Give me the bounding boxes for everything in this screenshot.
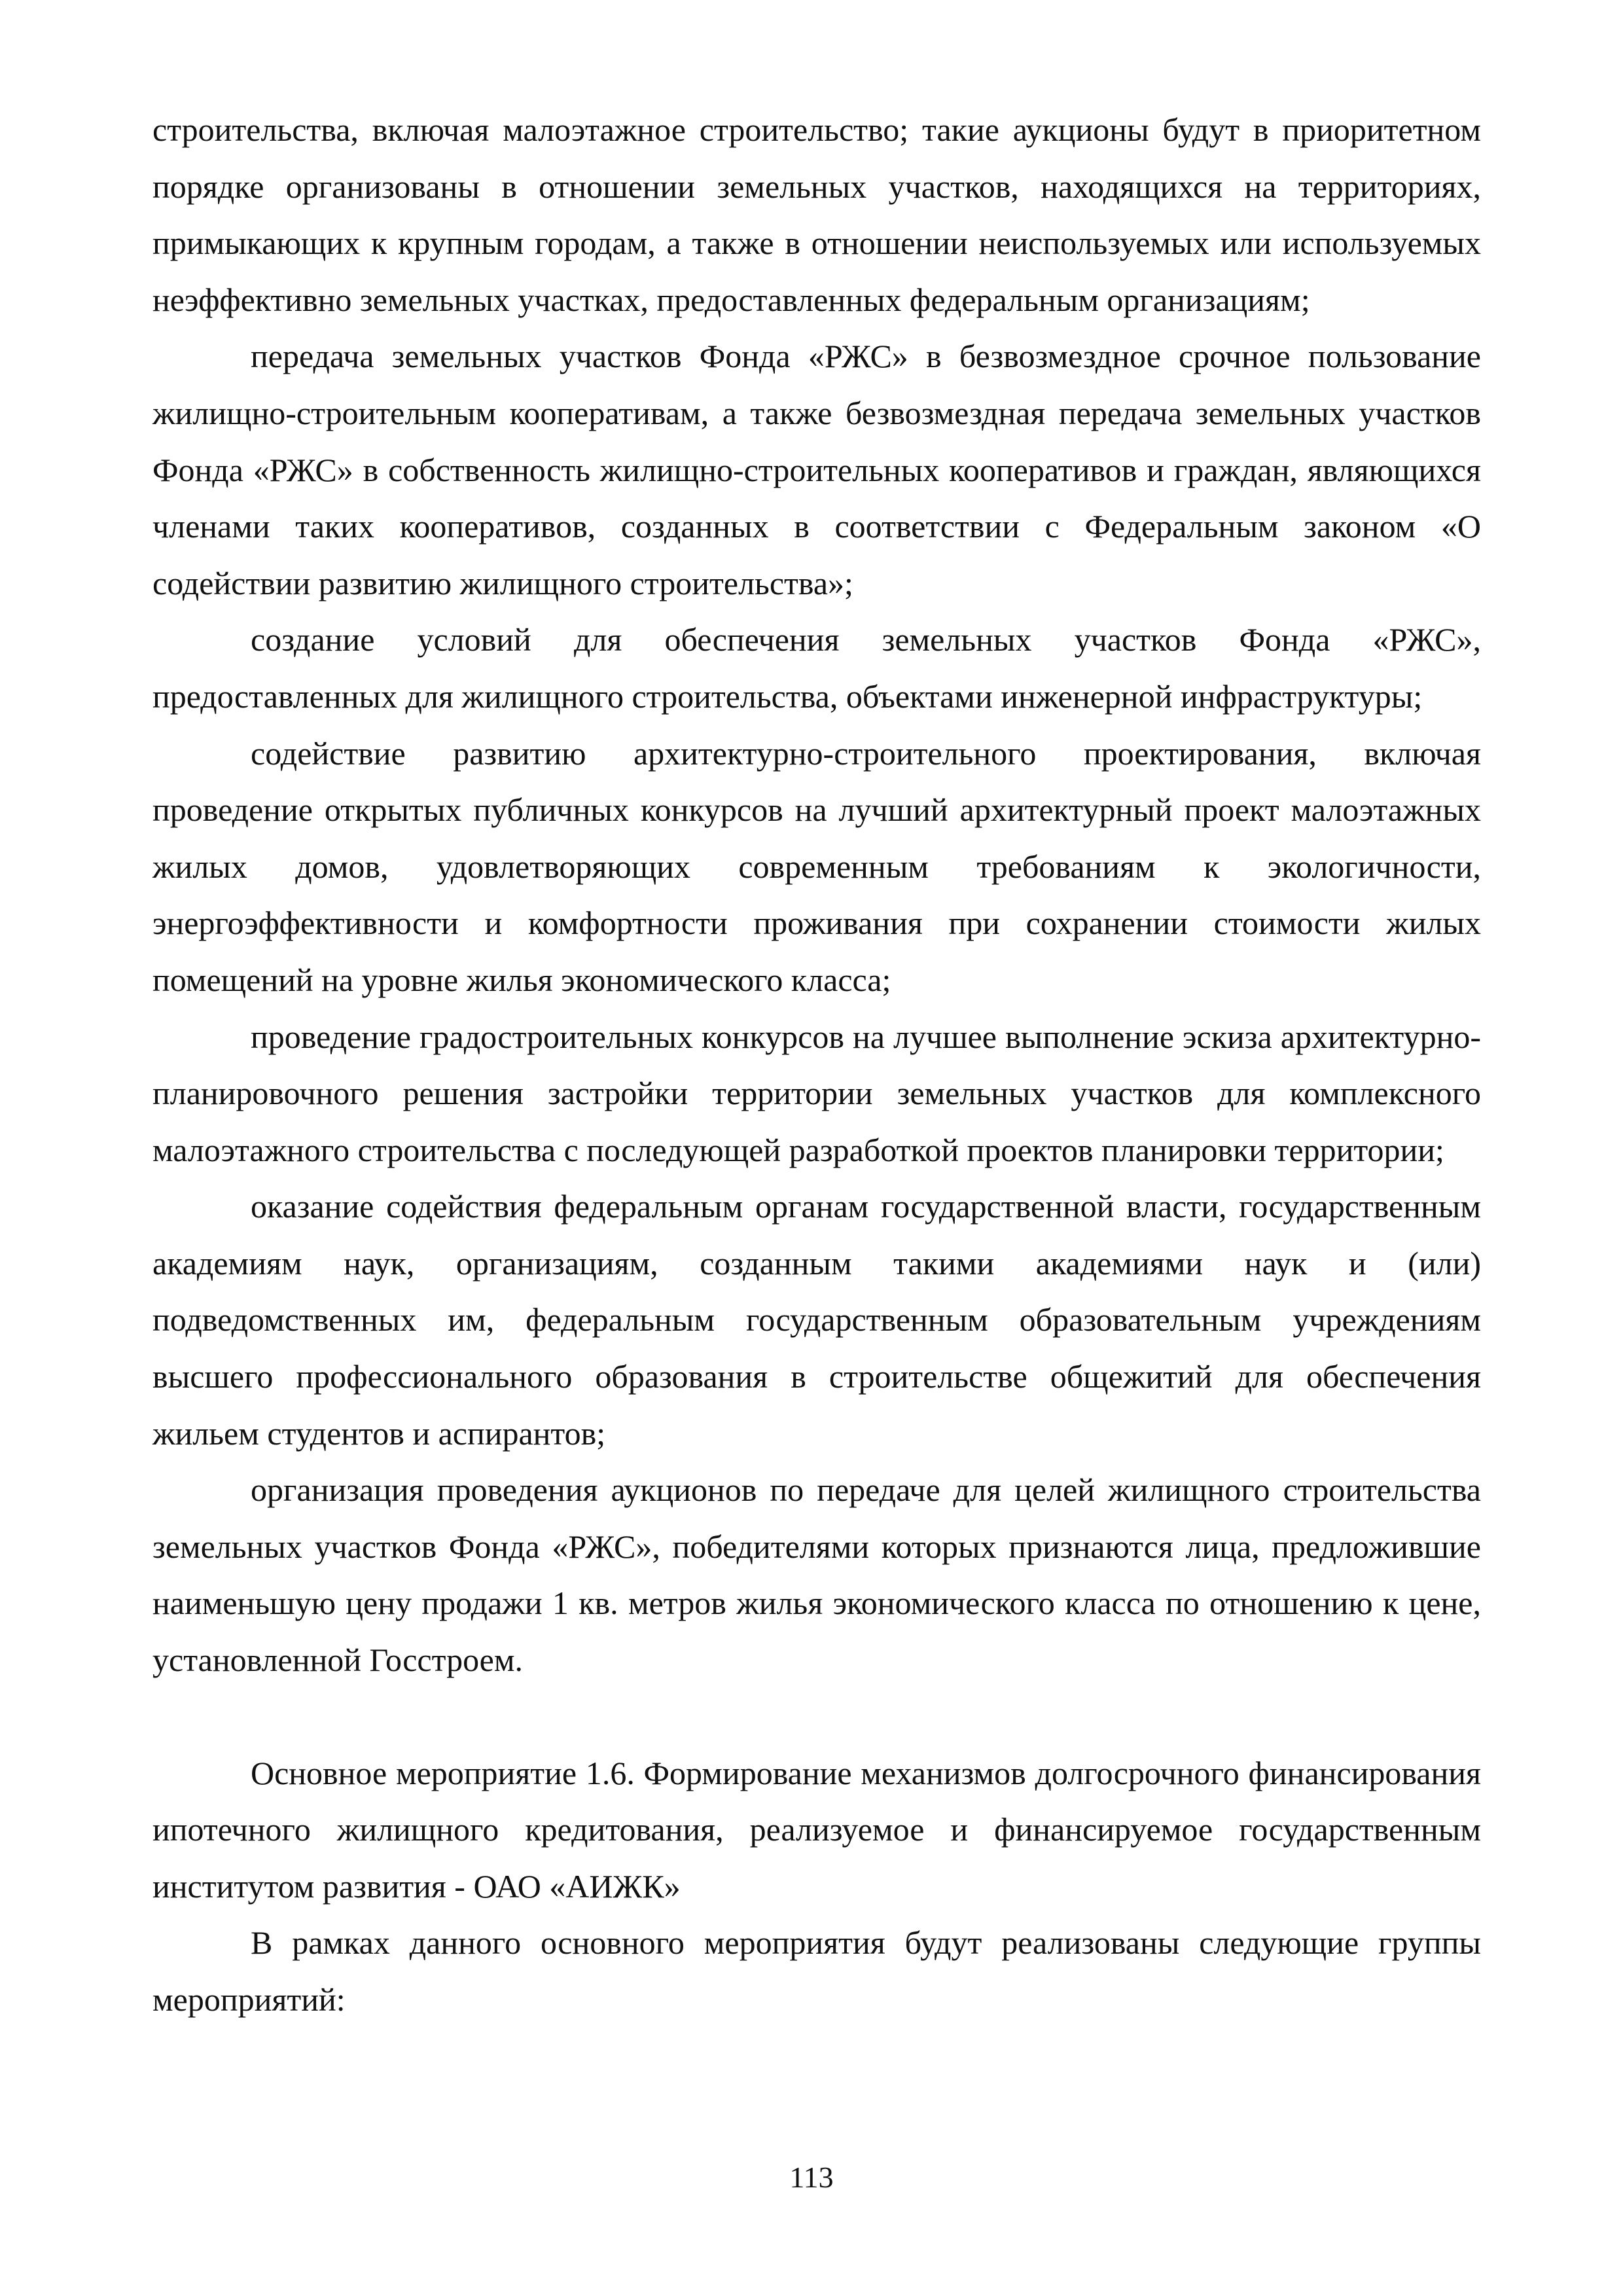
paragraph-land-transfer: передача земельных участков Фонда «РЖС» в безвозмездное срочное пользование жилищно-строительным кооперативам, а также безвозмездная передача земельных участков Фонда «РЖС» в собственность жилищно-строительных кооперативов и граждан, являющихся членами таких кооперативов, созданных в соответствии с Федеральным законом «О содействии развитию жилищного строительства»;	[152, 338, 1481, 601]
paragraph-auctions: организация проведения аукционов по передаче для целей жилищного строительства земельных участков Фонда «РЖС», победителями которых признаются лица, предложившие наименьшую цену продажи 1 кв. метров жилья экономического класса по отношению к цене, установленной Госстроем.	[152, 1471, 1481, 1679]
paragraph-dormitories: оказание содействия федеральным органам государственной власти, государственным академиям наук, организациям, созданным такими академиями наук и (или) подведомственных им, федеральным государственным образовательным учреждениям высшего профессионального образования в строительстве общежитий для обеспечения жильем студентов и аспирантов;	[152, 1188, 1481, 1452]
paragraph-design-contests: содействие развитию архитектурно-строительного проектирования, включая проведение открытых публичных конкурсов на лучший архитектурный проект малоэтажных жилых домов, удовлетворяющих современным требованиям к экологичности, энергоэффективности и комфортности проживания при сохранении стоимости жилых помещений на уровне жилья экономического класса;	[152, 734, 1481, 998]
paragraph-urban-planning-contests: проведение градостроительных конкурсов на лучшее выполнение эскиза архитектурно-планировочного решения застройки территории земельных участков для комплексного малоэтажного строительства с последующей разработкой проектов планировки территории;	[152, 1018, 1481, 1168]
paragraph-continuation: строительства, включая малоэтажное строительство; такие аукционы будут в приоритетном порядке организованы в отношении земельных участков, находящихся на территориях, примыкающих к крупным городам, а также в отношении неиспользуемых или используемых неэффективно земельных участках, предоставленных федеральным организациям;	[152, 111, 1481, 318]
paragraph-closing: В рамках данного основного мероприятия будут реализованы следующие группы мероприятий:	[152, 1924, 1481, 2018]
section-heading: Основное мероприятие 1.6. Формирование механизмов долгосрочного финансирования ипотечного жилищного кредитования, реализуемое и финансируемое государственным институтом развития - ОАО «АИЖК»	[152, 1754, 1481, 1905]
paragraph-infrastructure: создание условий для обеспечения земельных участков Фонда «РЖС», предоставленных для жилищного строительства, объектами инженерной инфраструктуры;	[152, 621, 1481, 715]
page-number: 113	[789, 2161, 834, 2194]
document-body	[152, 101, 1481, 2028]
